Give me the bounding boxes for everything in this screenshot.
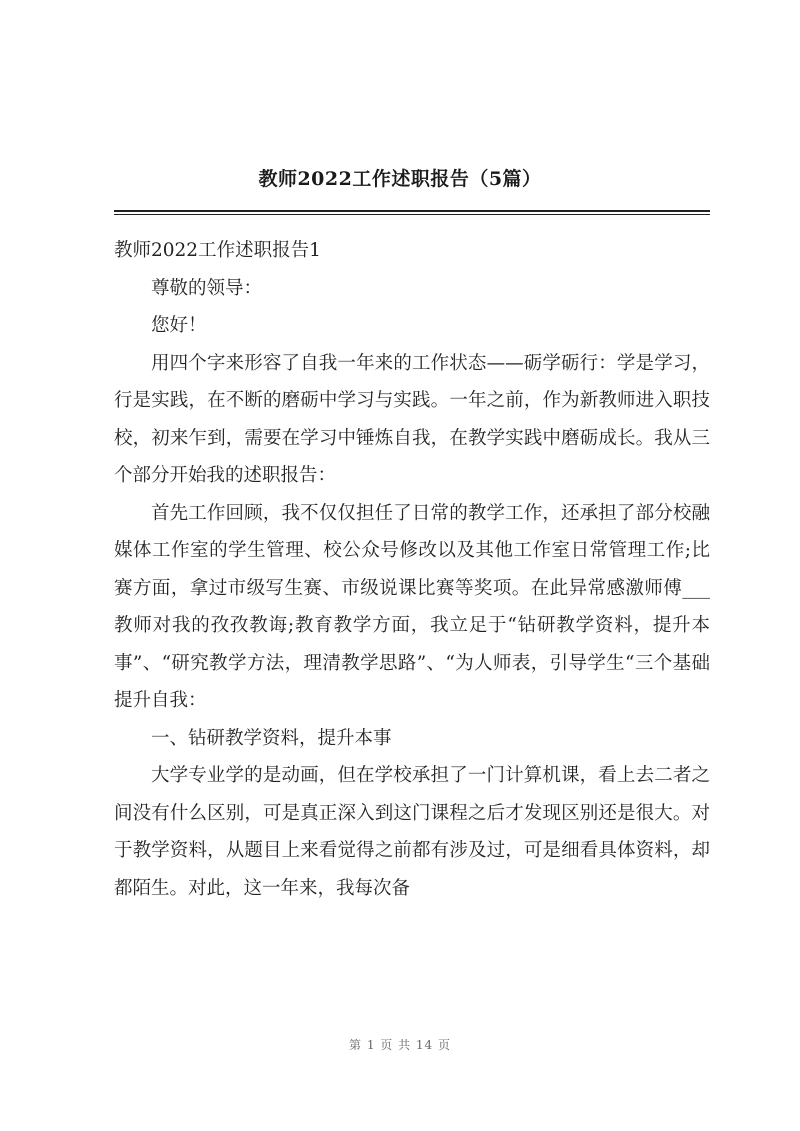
document-title: 教师2022工作述职报告（5篇） xyxy=(258,168,542,190)
body-paragraph: 首先工作回顾，我不仅仅担任了日常的教学工作，还承担了部分校融媒体工作室的学生管理、校公众号修改以及其他工作室日常管理工作;比赛方面，拿过市级写生赛、市级说课比赛等奖项。在此异常感激师傅___教师对我的孜孜教诲;教育教学方面，我立足于“钻研教学资料，提升本事”、“研究教学方法，理清教学思路”、“为人师表，引导学生“三个基础提升自我： xyxy=(114,502,710,711)
title-divider xyxy=(114,210,710,215)
section-heading: 教师2022工作述职报告1 xyxy=(114,240,321,261)
salutation: 尊敬的领导： xyxy=(151,277,263,299)
body-paragraph: 大学专业学的是动画，但在学校承担了一门计算机课，看上去二者之间没有什么区别，可是真正深入到这门课程之后才发现区别还是很大。对于教学资料，从题目上来看觉得之前都有涉及过，可是细看具体资料，却都陌生。对此，这一年来，我每次备 xyxy=(114,765,710,899)
document-body xyxy=(114,232,710,907)
body-paragraph: 用四个字来形容了自我一年来的工作状态——砺学砺行：学是学习，行是实践，在不断的磨砺中学习与实践。一年之前，作为新教师进入职技校，初来乍到，需要在学习中锤炼自我，在教学实践中磨砺成长。我从三个部分开始我的述职报告： xyxy=(114,352,710,486)
page-footer: 第 1 页 共 14 页 xyxy=(349,1038,451,1052)
subsection-heading: 一、钻研教学资料，提升本事 xyxy=(151,727,392,749)
greeting: 您好！ xyxy=(151,315,207,336)
